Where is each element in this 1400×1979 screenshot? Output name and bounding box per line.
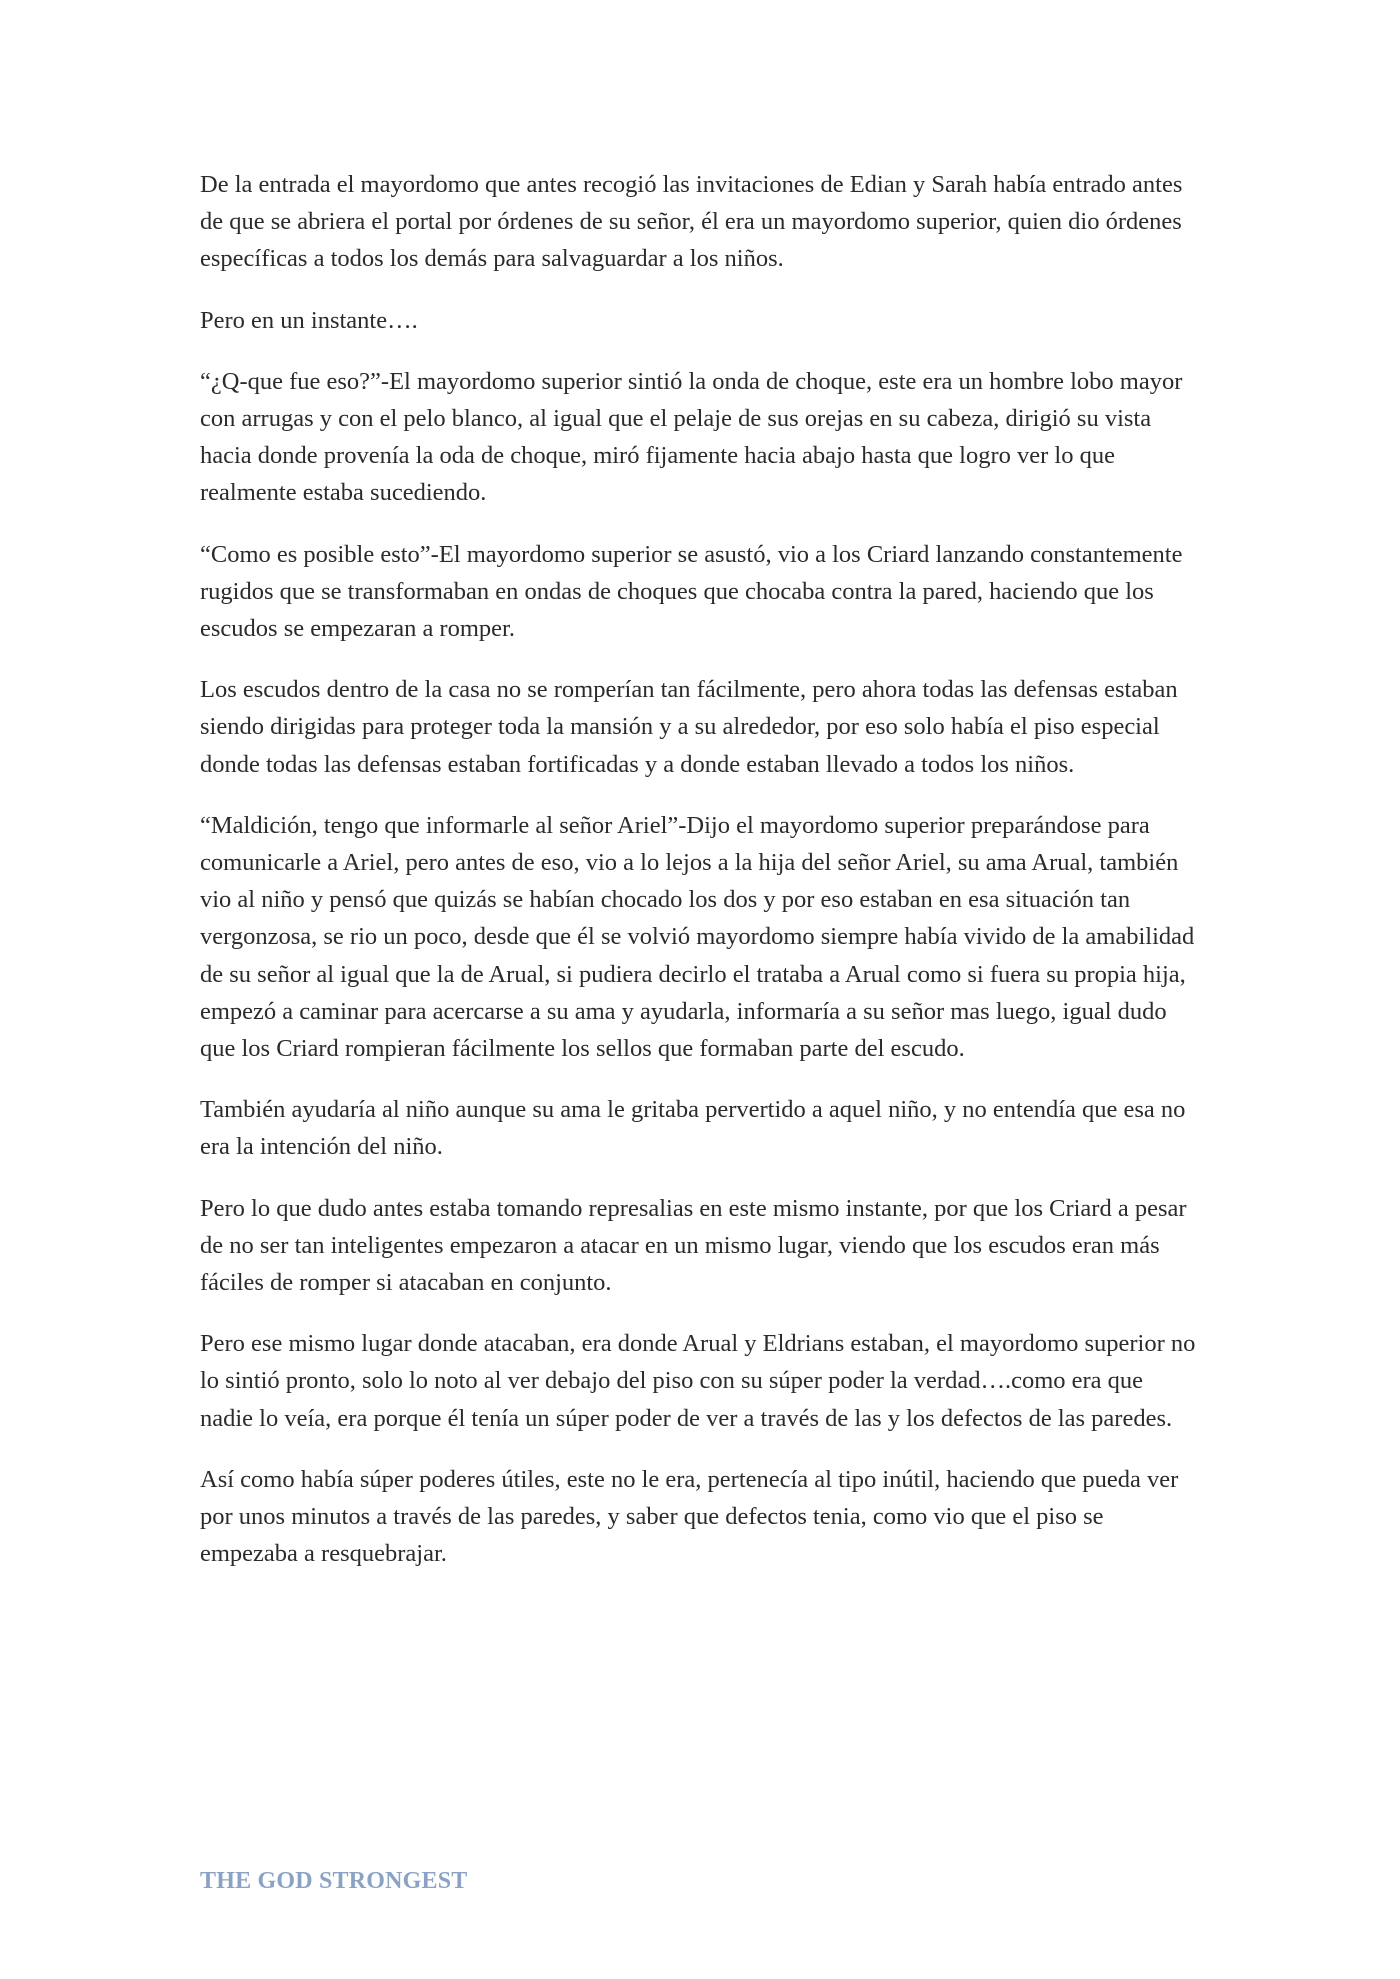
paragraph: Pero ese mismo lugar donde atacaban, era donde Arual y Eldrians estaban, el mayordomo superior no lo sintió pronto, solo lo noto al ver debajo del piso con su súper poder la verdad….como era que nadie lo veía, era porque él tenía un súper poder de ver a través de las y los defectos de las paredes. — [200, 1330, 1196, 1432]
paragraph: “Maldición, tengo que informarle al señor Ariel”-Dijo el mayordomo superior preparándose para comunicarle a Ariel, pero antes de eso, vio a lo lejos a la hija del señor Ariel, su ama Arual, también vio al niño y pensó que quizás se habían chocado los dos y por eso estaban en esa situación tan vergonzosa, se rio un poco, desde que él se volvió mayordomo siempre había vivido de la amabilidad de su señor al igual que la de Arual, si pudiera decirlo el trataba a Arual como si fuera su propia hija, empezó a caminar para acercarse a su ama y ayudarla, informaría a su señor mas luego, igual dudo que los Criard rompieran fácilmente los sellos que formaban parte del escudo. — [200, 811, 1195, 1063]
paragraph: También ayudaría al niño aunque su ama le gritaba pervertido a aquel niño, y no entendía que esa no era la intención del niño. — [200, 1096, 1186, 1161]
page-footer: THE GOD STRONGEST — [200, 1868, 468, 1894]
paragraph: Pero lo que dudo antes estaba tomando represalias en este mismo instante, por que los Criard a pesar de no ser tan inteligentes empezaron a atacar en un mismo lugar, viendo que los escudos eran más fáciles de romper si atacaban en conjunto. — [200, 1194, 1187, 1297]
paragraph: Pero en un instante…. — [200, 306, 418, 334]
paragraph: Así como había súper poderes útiles, este no le era, pertenecía al tipo inútil, haciendo que pueda ver por unos minutos a través de las paredes, y saber que defectos tenia, como vio que el piso se empezaba a resquebrajar. — [200, 1465, 1179, 1568]
paragraph: De la entrada el mayordomo que antes recogió las invitaciones de Edian y Sarah había entrado antes de que se abriera el portal por órdenes de su señor, él era un mayordomo superior, quien dio órdenes específicas a todos los demás para salvaguardar a los niños. — [200, 171, 1183, 273]
paragraph: “Como es posible esto”-El mayordomo superior se asustó, vio a los Criard lanzando constantemente rugidos que se transformaban en ondas de choques que chocaba contra la pared, haciendo que los escudos se empezaran a romper. — [200, 540, 1183, 643]
paragraph: “¿Q-que fue eso?”-El mayordomo superior sintió la onda de choque, este era un hombre lobo mayor con arrugas y con el pelo blanco, al igual que el pelaje de sus orejas en su cabeza, dirigió su vista hacia donde provenía la oda de choque, miró fijamente hacia abajo hasta que logro ver lo que realmente estaba sucediendo. — [200, 367, 1183, 507]
document-body — [200, 166, 1200, 1597]
paragraph: Los escudos dentro de la casa no se romperían tan fácilmente, pero ahora todas las defensas estaban siendo dirigidas para proteger toda la mansión y a su alrededor, por eso solo había el piso especial donde todas las defensas estaban fortificadas y a donde estaban llevado a todos los niños. — [200, 676, 1178, 778]
